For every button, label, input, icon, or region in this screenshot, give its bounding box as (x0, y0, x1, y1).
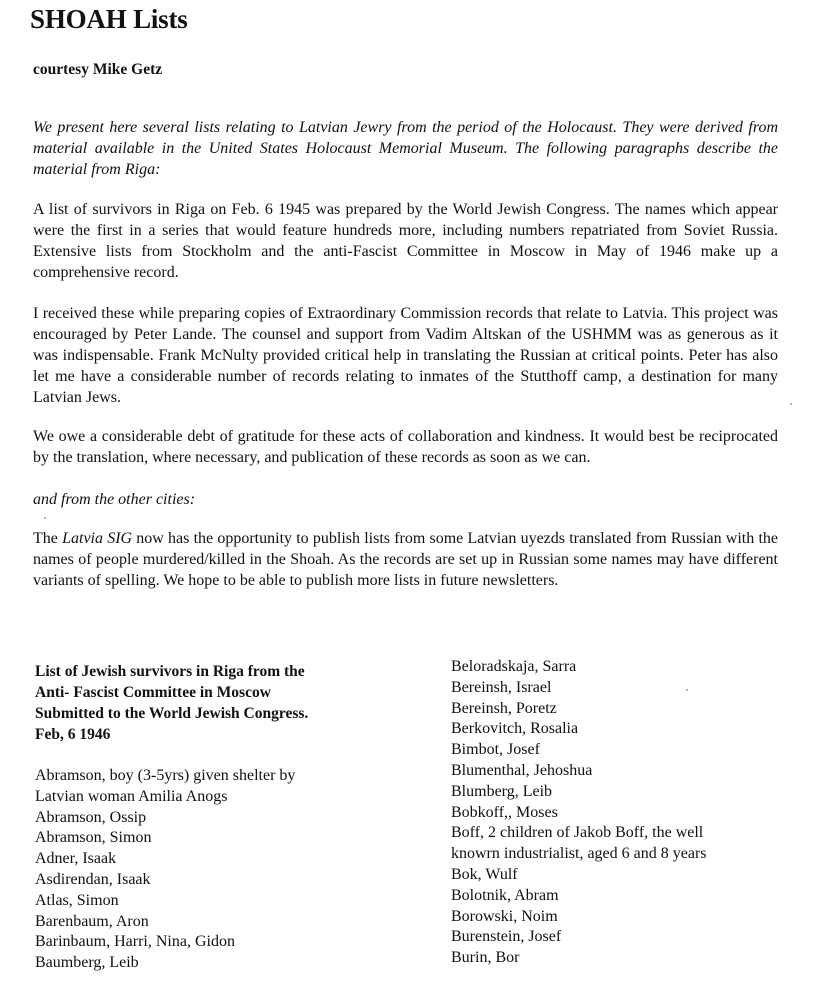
right-name-list (451, 657, 801, 969)
name-entry: Bobkoff,, Moses (451, 803, 558, 821)
name-entry: Bimbot, Josef (451, 741, 540, 759)
name-entry: Bolotnik, Abram (451, 886, 559, 904)
left-name-list (35, 766, 415, 974)
name-entry: Abramson, boy (3-5yrs) given shelter by (35, 767, 296, 784)
paragraph-other-cities (33, 528, 778, 591)
name-entry: Bereinsh, Israel (451, 678, 552, 696)
name-entry: Berkovitch, Rosalia (451, 720, 579, 738)
name-entry: Asdirendan, Isaak (35, 870, 151, 888)
list-heading-line: List of Jewish survivors in Riga from the (35, 663, 305, 680)
other-cities-text: now has the opportunity to publish lists from some Latvian uyezds translated from Russian with the names of people murdered/killed in the Shoah. As the records are set up in Russian some names may have different variants of spelling. We hope to be able to publish more lists in future newsletters. (33, 530, 779, 589)
scan-speck (790, 403, 792, 405)
name-entry: Atlas, Simon (35, 891, 119, 909)
list-heading-line: Feb, 6 1946 (35, 726, 111, 743)
list-heading-line: Anti- Fascist Committee in Moscow (35, 684, 271, 701)
name-entry: Barenbaum, Aron (35, 912, 149, 930)
scan-speck (686, 689, 688, 691)
page-title: SHOAH Lists (30, 4, 188, 34)
scan-speck (44, 517, 46, 519)
other-cities-heading: and from the other cities: (33, 491, 196, 508)
name-entry: Bereinsh, Poretz (451, 699, 557, 717)
name-entry: Abramson, Ossip (35, 808, 147, 826)
name-entry: Burin, Bor (451, 949, 520, 967)
name-entry: Abramson, Simon (35, 829, 152, 847)
name-entry: Adner, Isaak (35, 850, 117, 868)
survivor-list-right-column (451, 657, 801, 969)
name-entry: Boff, 2 children of Jakob Boff, the well (451, 824, 704, 842)
survivor-list-left-column (35, 661, 415, 974)
name-entry: Latvian woman Amilia Anogs (35, 787, 228, 805)
intro-paragraph: We present here several lists relating to Latvian Jewry from the period of the Holocaust. They were derived from material available in the United States Holocaust Memorial Museum. The following paragraphs describe the material from Riga: (33, 119, 778, 178)
other-cities-prefix: The (33, 530, 63, 547)
latvia-sig-name: Latvia SIG (62, 530, 133, 547)
name-entry: Blumenthal, Jehoshua (451, 761, 593, 779)
paragraph-gratitude: We owe a considerable debt of gratitude for these acts of collaboration and kindness. It would best be reciprocated by the translation, where necessary, and publication of these records as soon as we can. (33, 428, 778, 466)
name-entry: Blumberg, Leib (451, 782, 553, 800)
name-entry: Beloradskaja, Sarra (451, 658, 577, 675)
name-entry: Baumberg, Leib (35, 954, 139, 972)
paragraph-survivors: A list of survivors in Riga on Feb. 6 1945 was prepared by the World Jewish Congress. The names which appear were the first in a series that would feature hundreds more, including numbers repatriated from Soviet Russia. Extensive lists from Stockholm and the anti-Fascist Committee in Moscow in May of 1946 make up a comprehensive record. (33, 201, 778, 281)
list-heading (35, 661, 415, 745)
name-entry: Borowski, Noim (451, 907, 558, 925)
list-heading-line: Submitted to the World Jewish Congress. (35, 705, 309, 722)
name-entry: Burenstein, Josef (451, 928, 562, 946)
paragraph-acknowledgements: I received these while preparing copies of Extraordinary Commission records that relate to Latvia. This project was encouraged by Peter Lande. The counsel and support from Vadim Altskan of the USHMM was as generous as it was indispensable. Frank McNulty provided critical help in translating the Russian at critical points. Peter has also let me have a considerable number of records relating to inmates of the Stutthoff camp, a destination for many Latvian Jews. (33, 305, 778, 406)
name-entry: knowrn industrialist, aged 6 and 8 years (451, 845, 707, 863)
name-entry: Bok, Wulf (451, 865, 518, 883)
name-entry: Barinbaum, Harri, Nina, Gidon (35, 933, 235, 951)
courtesy-line: courtesy Mike Getz (33, 61, 163, 78)
